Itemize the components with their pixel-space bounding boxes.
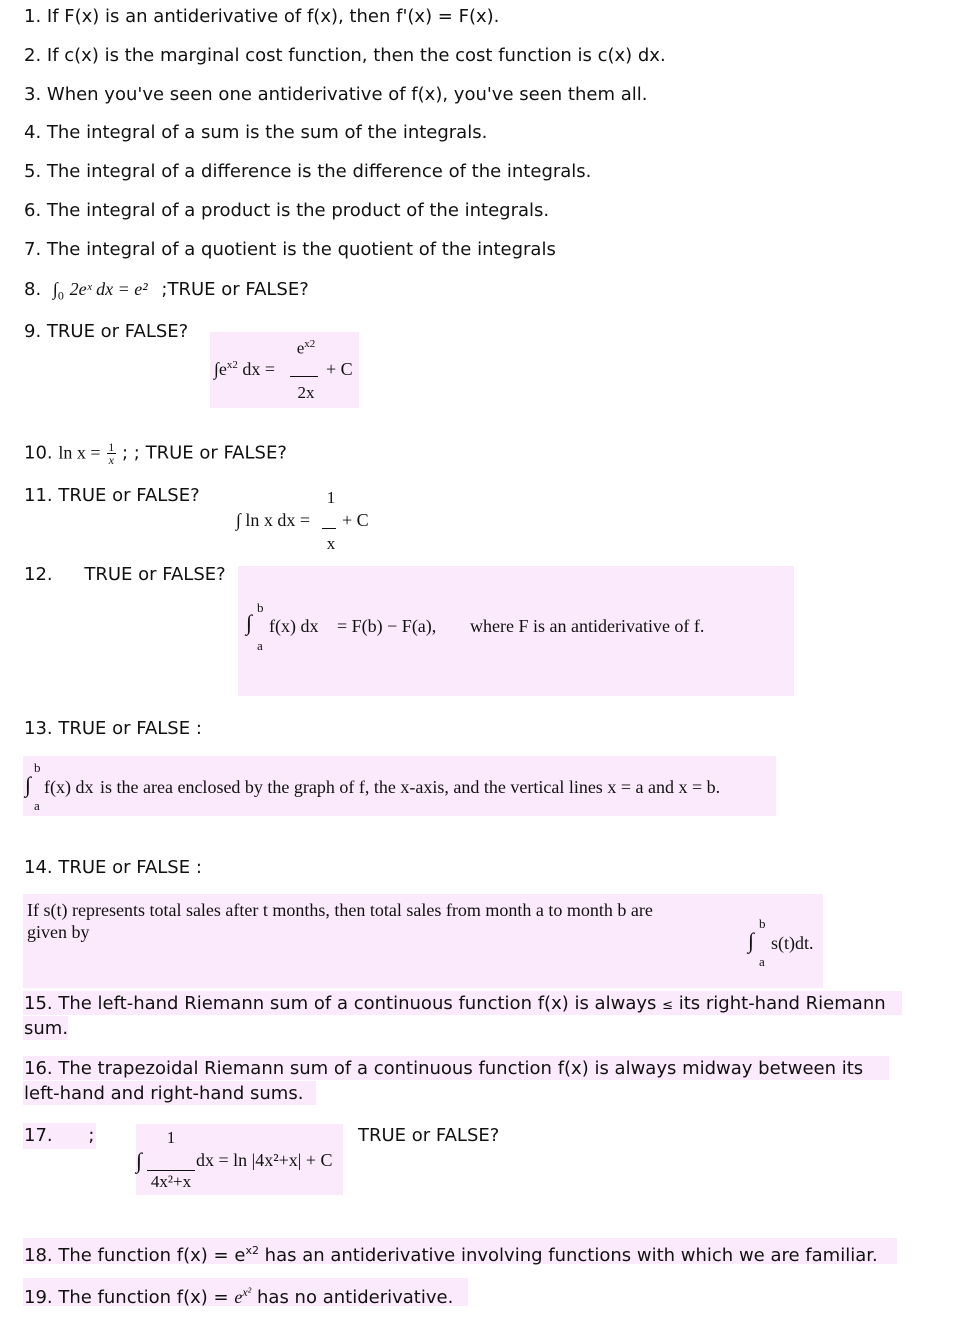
- numerator-base: e: [296, 338, 305, 358]
- question-15-line-2: sum.: [24, 1018, 69, 1039]
- question-17-number: [24, 1125, 94, 1147]
- integral-lower-limit: a: [759, 954, 765, 969]
- question-17-separator: ;: [88, 1125, 95, 1146]
- question-14-line-1: If s(t) represents total sales after t months, then total sales from month a to month b are: [27, 900, 653, 920]
- question-15-text-a: 15. The left-hand Riemann sum of a continuous function f(x) is always: [24, 993, 663, 1014]
- question-18-exponent: x2: [245, 1244, 259, 1257]
- question-8-expression: 2eˣ dx = e²: [69, 279, 148, 299]
- question-17-label: TRUE or FALSE?: [358, 1125, 500, 1146]
- integral-sign: ∫: [52, 279, 58, 299]
- question-19-text-a: 19. The function f(x) =: [24, 1287, 235, 1308]
- fraction-denominator: 2x: [297, 383, 315, 402]
- question-18: [24, 1240, 878, 1267]
- question-17-num: 17.: [24, 1125, 53, 1146]
- integral-sign: ∫: [25, 772, 32, 797]
- question-17-rhs: dx = ln |4x²+x| + C: [196, 1150, 333, 1170]
- question-19-exponent: x²: [242, 1285, 252, 1299]
- question-8-suffix: ;TRUE or FALSE?: [161, 279, 309, 300]
- question-12-number: 12.: [24, 564, 53, 585]
- integral-upper-limit: b: [34, 760, 41, 775]
- question-12-tail: where F is an antiderivative of f.: [470, 616, 705, 636]
- integral-lower-limit: a: [34, 798, 40, 813]
- question-12: [24, 564, 226, 586]
- integral-sign: ∫: [748, 928, 755, 953]
- question-15-line-1: [24, 993, 886, 1017]
- question-12-rhs: = F(b) − F(a),: [337, 616, 437, 636]
- integral-sign: ∫: [246, 610, 253, 635]
- lhs-tail: dx =: [237, 359, 276, 379]
- question-5: 5. The integral of a difference is the difference of the integrals.: [24, 161, 592, 182]
- question-8-number: 8.: [24, 279, 42, 300]
- integrand: s(t)dt.: [771, 933, 814, 953]
- fraction-bar: [290, 376, 318, 377]
- question-12-formula: [238, 566, 794, 696]
- integral-lower-limit: a: [257, 638, 263, 653]
- fraction-1-over-x: [106, 441, 116, 466]
- question-11-label: 11. TRUE or FALSE?: [24, 485, 200, 506]
- fraction-numerator: 1: [166, 1128, 176, 1147]
- question-18-text-a: 18. The function f(x) = e: [24, 1245, 246, 1266]
- integral-upper-limit: b: [759, 916, 766, 931]
- question-6: 6. The integral of a product is the product of the integrals.: [24, 200, 550, 221]
- question-15-text-b: its right-hand Riemann: [673, 993, 886, 1014]
- question-14-line-2: given by: [27, 922, 90, 942]
- question-8: [24, 278, 309, 307]
- integral-upper-limit: b: [257, 600, 264, 615]
- question-11-formula: [236, 488, 386, 558]
- question-19-text-b: has no antiderivative.: [251, 1287, 454, 1308]
- fraction-denominator: x: [108, 453, 114, 467]
- question-13-text: is the area enclosed by the graph of f, the x-axis, and the vertical lines x = a and x = b.: [100, 777, 721, 797]
- question-7: 7. The integral of a quotient is the quotient of the integrals: [24, 239, 556, 260]
- question-16-line-1: 16. The trapezoidal Riemann sum of a continuous function f(x) is always midway between its: [24, 1058, 864, 1079]
- fraction-numerator: 1: [108, 440, 115, 454]
- question-12-label: TRUE or FALSE?: [84, 564, 226, 585]
- question-1: 1. If F(x) is an antiderivative of f(x), then f'(x) = F(x).: [24, 6, 500, 27]
- question-3: 3. When you've seen one antiderivative of f(x), you've seen them all.: [24, 84, 648, 105]
- question-2: 2. If c(x) is the marginal cost function, then the cost function is c(x) dx.: [24, 45, 666, 66]
- lhs-exponent: x2: [226, 359, 238, 371]
- fraction-denominator: 4x²+x: [150, 1172, 192, 1191]
- question-13-formula: [23, 756, 776, 816]
- numerator-exponent: x2: [304, 338, 316, 350]
- integrand: f(x) dx: [44, 777, 94, 797]
- lhs-base: ∫e: [214, 359, 227, 379]
- integral-lower-limit: 0: [57, 288, 64, 303]
- question-18-text-b: has an antiderivative involving functions with which we are familiar.: [258, 1245, 878, 1266]
- integrand: f(x) dx: [269, 616, 319, 636]
- plus-c: + C: [342, 510, 369, 530]
- fraction-bar: [147, 1170, 195, 1171]
- question-10-lhs: ln x =: [58, 442, 101, 463]
- question-13-label: 13. TRUE or FALSE :: [24, 718, 202, 739]
- leq-symbol: ≤: [662, 998, 674, 1013]
- fraction-denominator: x: [326, 534, 336, 553]
- fraction-numerator: [292, 338, 320, 359]
- question-4: 4. The integral of a sum is the sum of the integrals.: [24, 122, 488, 143]
- question-9-lhs: [214, 359, 275, 380]
- fraction-numerator: 1: [326, 488, 336, 507]
- question-14-label: 14. TRUE or FALSE :: [24, 857, 202, 878]
- question-9-label: 9. TRUE or FALSE?: [24, 321, 189, 342]
- question-10-suffix: ; ; TRUE or FALSE?: [122, 442, 287, 464]
- question-19: [24, 1281, 453, 1309]
- plus-c: + C: [326, 359, 353, 379]
- question-17-formula: [136, 1124, 343, 1195]
- integral-sign: ∫: [136, 1148, 143, 1173]
- question-10-number: 10.: [24, 442, 53, 464]
- question-11-lhs: ∫ ln x dx =: [236, 510, 311, 530]
- question-19-e: e: [234, 1287, 243, 1307]
- question-16-line-2: left-hand and right-hand sums.: [24, 1083, 304, 1104]
- question-9-formula: [210, 332, 359, 408]
- fraction-bar: [322, 528, 336, 529]
- question-14-formula: [23, 894, 823, 988]
- question-10: [24, 441, 287, 466]
